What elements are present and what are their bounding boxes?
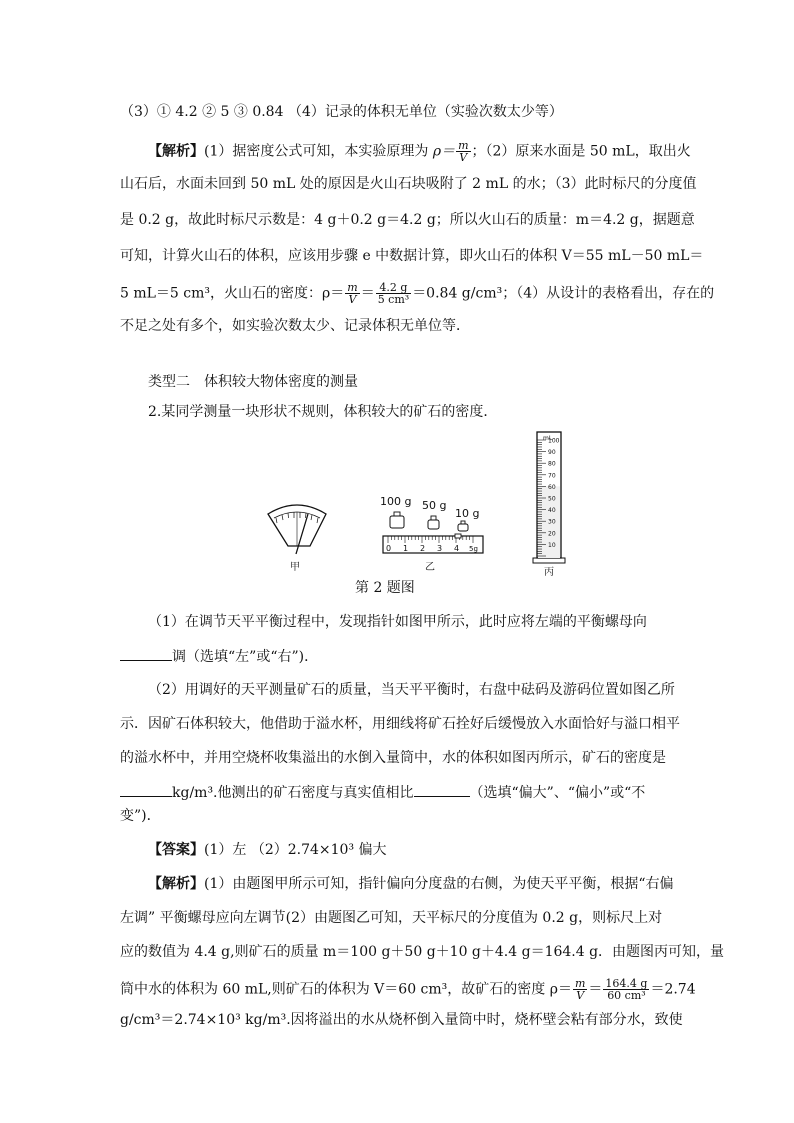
question-part2-line1: （2）用调好的天平测量矿石的质量，当天平平衡时，右盘中砝码及游码位置如图乙所 xyxy=(148,682,675,698)
cylinder-tick-label: 90 xyxy=(548,449,556,457)
svg-text:1: 1 xyxy=(403,544,409,553)
cylinder-tick-label: 10 xyxy=(548,541,556,549)
analysis2-line1: 【解析】(1）由题图甲所示可知，指针偏向分度盘的右侧，为使天平平衡，根据“右偏 xyxy=(148,876,674,892)
weights-ruler-yi xyxy=(380,495,483,573)
weight-50g-label: 50 g xyxy=(422,499,447,512)
question-part1-line2: 调（选填“左”或“右”)． xyxy=(120,648,680,666)
svg-text:3: 3 xyxy=(437,544,443,553)
question-part2-line5: 变”)． xyxy=(120,808,161,824)
answer-blank-1[interactable] xyxy=(120,648,172,661)
question-part2-line2: 示．因矿石体积较大，他借助于溢水杯，用细线将矿石拴好后缓慢放入水面恰好与溢口相平 xyxy=(120,716,680,732)
svg-text:4: 4 xyxy=(454,544,460,553)
cylinder-unit: mL xyxy=(543,435,553,442)
analysis-tag: 【解析】 xyxy=(148,143,204,160)
balance-dial-jia xyxy=(268,505,326,573)
analysis1-line5: 5 mL＝5 cm³，火山石的密度：ρ＝ $\frac{m}{V}$ ＝ $\frac{4.2 g}{\text{5 cm³}}$ ＝0.84 g/cm³；（4）从设计的表格看出，存在的 xyxy=(120,281,715,306)
question-stem: 2.某同学测量一块形状不规则，体积较大的矿石的密度． xyxy=(148,404,498,420)
analysis2-line3: 应的数值为 4.4 g,则矿石的质量 m＝100 g＋50 g＋10 g＋4.4 g＝164.4 g．由题图丙可知，量 xyxy=(120,944,725,960)
analysis2-line2: 左调” 平衡螺母应向左调节(2）由题图乙可知，天平标尺的分度值为 0.2 g，则标尺上对 xyxy=(120,910,663,926)
analysis2-tag: 【解析】 xyxy=(148,876,204,892)
figure-caption: 第 2 题图 xyxy=(355,580,415,596)
analysis1-line6: 不足之处有多个，如实验次数太少、记录体积无单位等． xyxy=(120,318,470,334)
answer-line: 【答案】(1）左 （2）2.74×10³ 偏大 xyxy=(148,842,387,858)
density-formula-fraction: $\frac{m}{V}$ xyxy=(458,139,469,164)
cylinder-tick-label: 100 xyxy=(548,437,560,445)
analysis1-line1: 【解析】(1）据密度公式可知，本实验原理为 ρ＝ $\frac{m}{V}$ ；（2）原来水面是 50 mL，取出火 xyxy=(148,139,691,164)
answer-tag: 【答案】 xyxy=(148,842,204,858)
weight-100g-label: 100 g xyxy=(380,495,412,508)
previous-answer-line: （3）① 4.2 ② 5 ③ 0.84 （4）记录的体积无单位（实验次数太少等） xyxy=(120,104,563,120)
svg-text:2: 2 xyxy=(420,544,426,553)
analysis1-line3: 是 0.2 g，故此时标尺示数是：4 g＋0.2 g＝4.2 g；所以火山石的质量：m＝4.2 g，据题意 xyxy=(120,212,695,228)
answer-blank-3[interactable] xyxy=(414,784,470,797)
analysis1-line4: 可知，计算火山石的体积，应该用步骤 e 中数据计算，即火山石的体积 V＝55 mL－50 mL＝ xyxy=(120,248,704,264)
question-part2-line3: 的溢水杯中，并用空烧杯收集溢出的水倒入量筒中，水的体积如图丙所示，矿石的密度是 xyxy=(120,750,666,766)
label-yi: 乙 xyxy=(425,562,435,573)
cylinder-tick-label: 70 xyxy=(548,472,556,480)
cylinder-tick-label: 80 xyxy=(548,460,556,468)
analysis1-line2: 山石后，水面未回到 50 mL 处的原因是火山石块吸附了 2 mL 的水；（3）此时标尺的分度值 xyxy=(120,176,697,192)
question-part1-line1: （1）在调节天平平衡过程中，发现指针如图甲所示，此时应将左端的平衡螺母向 xyxy=(148,614,647,630)
cylinder-tick-label: 30 xyxy=(548,518,556,526)
analysis2-line4: 筒中水的体积为 60 mL,则矿石的体积为 V＝60 cm³，故矿石的密度 ρ＝ $\frac{m}{V}$ ＝ $\frac{164.4 g}{\text{60 cm³}}$ ＝2.74 xyxy=(120,977,696,1002)
svg-text:5g: 5g xyxy=(469,545,478,553)
cylinder-tick-label: 50 xyxy=(548,495,556,503)
answer-blank-2[interactable] xyxy=(120,784,172,797)
ruler-rider xyxy=(455,534,461,538)
cylinder-tick-label: 40 xyxy=(548,507,556,515)
cylinder-tick-label: 20 xyxy=(548,530,556,538)
graduated-cylinder-bing xyxy=(533,432,565,578)
label-jia: 甲 xyxy=(290,562,300,573)
question-figure xyxy=(250,426,580,578)
label-bing: 丙 xyxy=(544,567,554,578)
analysis2-line5: g/cm³＝2.74×10³ kg/m³.因将溢出的水从烧杯倒入量筒中时，烧杯壁会粘有部分水，致使 xyxy=(120,1012,683,1028)
weight-10g-label: 10 g xyxy=(455,507,480,520)
svg-text:0: 0 xyxy=(386,544,392,553)
cylinder-tick-label: 60 xyxy=(548,483,556,491)
section-title: 类型二 体积较大物体密度的测量 xyxy=(148,374,358,390)
balance-pointer xyxy=(296,514,308,554)
question-part2-line4: kg/m³.他测出的矿石密度与真实值相比 （选填“偏大”、“偏小”或“不 xyxy=(120,784,680,802)
